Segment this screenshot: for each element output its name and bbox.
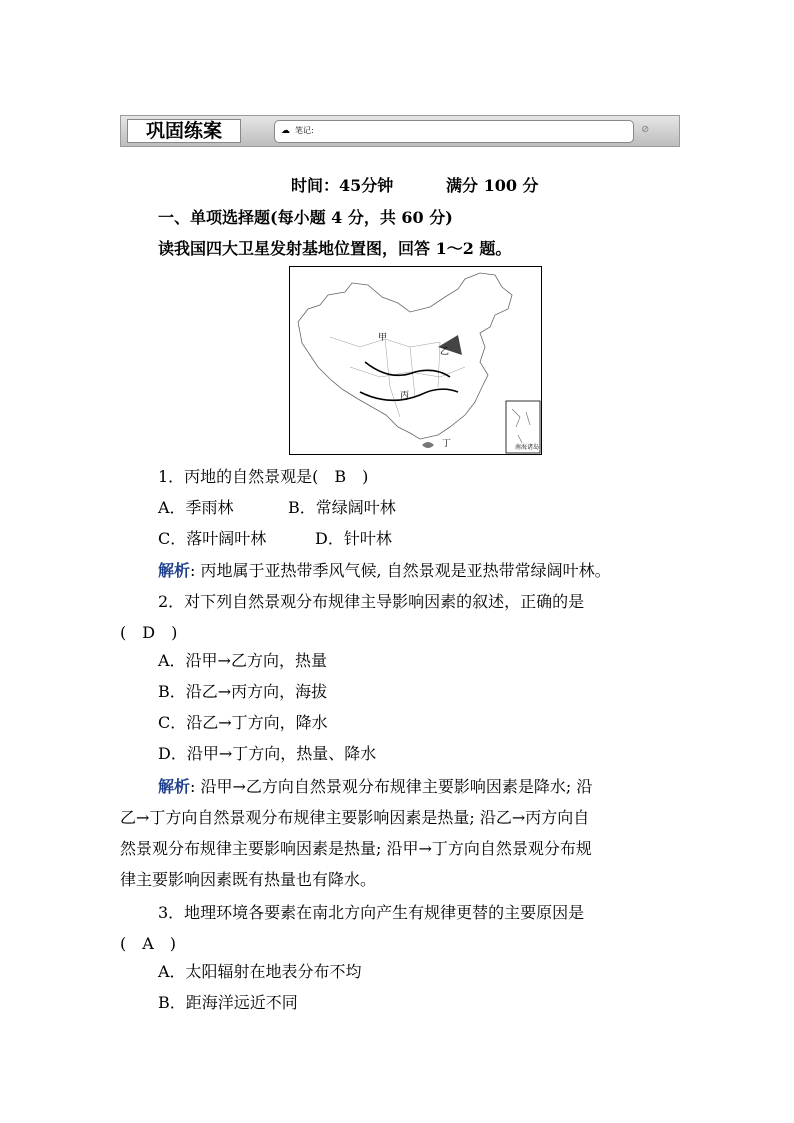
q2-option-c: C．沿乙→丁方向，降水 [158, 713, 328, 732]
q2-analysis-line1 [158, 777, 592, 797]
note-box[interactable] [274, 120, 634, 143]
note-label: 笔记: [295, 126, 314, 135]
q1-stem: 1．丙地的自然景观是( B ) [158, 467, 369, 486]
q2-option-a: A．沿甲→乙方向，热量 [158, 651, 327, 670]
china-outline-icon [290, 267, 541, 454]
q1-analysis [158, 561, 611, 581]
q1-option-a: A．季雨林 [158, 498, 234, 517]
q3-option-b: B．距海洋远近不同 [158, 993, 298, 1012]
q2-analysis-line2: 乙→丁方向自然景观分布规律主要影响因素是热量; 沿乙→丙方向自 [120, 808, 590, 827]
q1-option-b: B．常绿阔叶林 [288, 498, 396, 517]
header-bar [120, 115, 680, 147]
china-map [289, 266, 542, 455]
q2-stem-line2: ( D ) [120, 623, 178, 642]
time-info: 时间：45分钟 [291, 176, 394, 195]
map-label-yi: 乙 [440, 347, 450, 357]
q1-analysis-label: 解析 [158, 561, 191, 580]
score-info: 满分 100 分 [446, 176, 539, 195]
q2-analysis-line3: 然景观分布规律主要影响因素是热量; 沿甲→丁方向自然景观分布规 [120, 839, 592, 858]
q1-option-c: C．落叶阔叶林 [158, 529, 267, 548]
q3-stem-line2: ( A ) [120, 934, 177, 953]
header-title: 巩固练案 [127, 119, 241, 143]
q1-option-d: D．针叶林 [315, 529, 392, 548]
intro-text: 读我国四大卫星发射基地位置图，回答 1～2 题。 [158, 239, 512, 258]
pen-icon[interactable]: ⊘ [641, 124, 650, 135]
q2-option-d: D．沿甲→丁方向，热量、降水 [158, 744, 377, 763]
map-legend: 南海诸岛 [515, 444, 540, 451]
map-label-bing: 丙 [400, 391, 410, 401]
q2-analysis-label: 解析 [158, 777, 191, 796]
q2-stem-line1: 2．对下列自然景观分布规律主导影响因素的叙述，正确的是 [158, 592, 585, 611]
note-icon: ☁ [281, 126, 290, 136]
q2-analysis-text1: : 沿甲→乙方向自然景观分布规律主要影响因素是降水; 沿 [190, 777, 593, 796]
q2-analysis-line4: 律主要影响因素既有热量也有降水。 [120, 870, 377, 889]
q3-stem-line1: 3．地理环境各要素在南北方向产生有规律更替的主要原因是 [158, 903, 585, 922]
map-label-ding: 丁 [442, 439, 452, 449]
q1-analysis-text: : 丙地属于亚热带季风气候, 自然景观是亚热带常绿阔叶林。 [190, 561, 611, 580]
map-label-jia: 甲 [378, 333, 388, 343]
q2-option-b: B．沿乙→丙方向，海拔 [158, 682, 328, 701]
q3-option-a: A．太阳辐射在地表分布不均 [158, 962, 362, 981]
section-title: 一、单项选择题(每小题 4 分，共 60 分) [158, 208, 453, 227]
